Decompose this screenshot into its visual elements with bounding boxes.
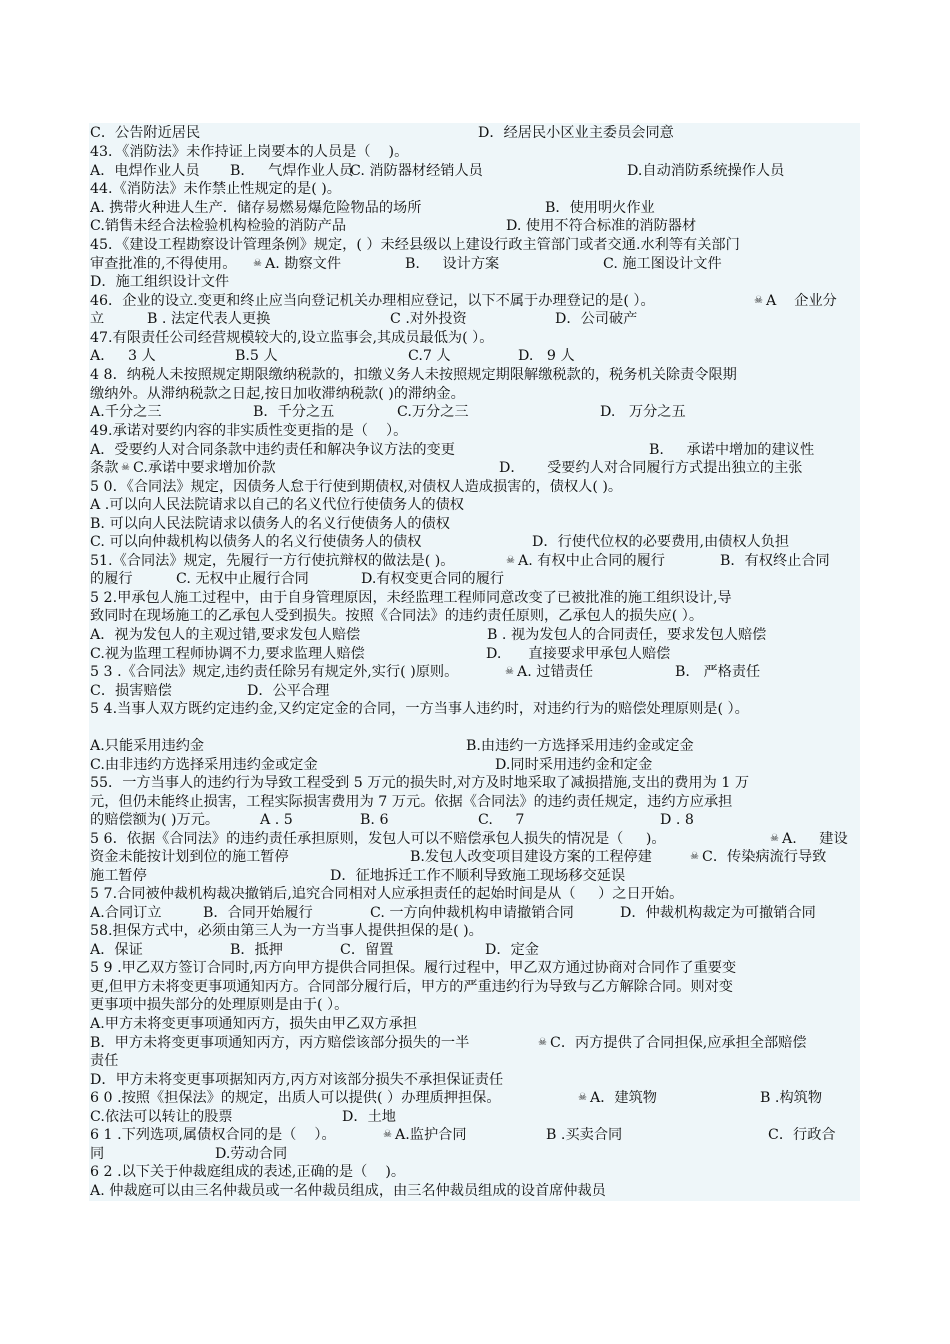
text-segment: B.由违约一方选择采用违约金或定金 bbox=[466, 738, 694, 754]
text-segment: 45．《建设工程勘察设计管理条例》规定，( ）未经县级以上建设行政主管部门或者交通.水利等有关部门 bbox=[90, 237, 740, 253]
text-segment: D．征地拆迁工作不顺利导致施工现场移交延误 bbox=[330, 868, 626, 884]
text-line bbox=[90, 774, 865, 792]
text-segment: C．公告附近居民 bbox=[90, 125, 201, 141]
text-line bbox=[90, 1034, 865, 1052]
text-line bbox=[90, 236, 865, 254]
text-line bbox=[90, 589, 865, 607]
text-segment: A. 建设 bbox=[782, 831, 848, 847]
text-segment: C. 可以向仲裁机构以债务人的名义行使债务人的债权 bbox=[90, 534, 422, 550]
text-segment: C.由非违约方选择采用违约金或定金 bbox=[90, 757, 318, 773]
text-segment: 责任 bbox=[90, 1053, 119, 1069]
text-line bbox=[90, 124, 865, 142]
text-segment: A. 仲裁庭可以由三名仲裁员或一名仲裁员组成，由三名仲裁员组成的设首席仲裁员 bbox=[90, 1183, 606, 1199]
text-line bbox=[90, 347, 865, 365]
text-line bbox=[90, 867, 865, 885]
text-segment: B. 设计方案 bbox=[405, 256, 500, 272]
text-segment: D. 9 人 bbox=[518, 348, 575, 364]
bullet-icon: ☠ bbox=[121, 462, 130, 473]
text-line bbox=[90, 199, 865, 217]
text-line bbox=[90, 422, 865, 440]
text-line bbox=[90, 978, 865, 996]
text-line bbox=[90, 719, 865, 737]
text-line bbox=[90, 626, 865, 644]
text-segment: B. 承诺中增加的建议性 bbox=[649, 442, 815, 458]
text-segment: 立 bbox=[90, 311, 105, 327]
text-line bbox=[90, 143, 865, 161]
text-line bbox=[90, 180, 865, 198]
text-segment: A．视为发包人的主观过错,要求发包人赔偿 bbox=[90, 627, 361, 643]
text-segment: D.劳动合同 bbox=[215, 1146, 288, 1162]
text-segment: B．抵押 bbox=[230, 942, 283, 958]
text-segment: C．传染病流行导致 bbox=[702, 849, 827, 865]
text-segment: D. 使用不符合标准的消防器材 bbox=[506, 218, 697, 234]
text-segment: 55．一方当事人的违约行为导致工程受到 5 万元的损失时,对方及时地采取了减损措施,支出的费用为 1 万 bbox=[90, 775, 750, 791]
text-line bbox=[90, 273, 865, 291]
text-segment: B.发包人改变项目建设方案的工程停建 bbox=[410, 849, 657, 865]
text-segment: 缴纳外。从滞纳税款之日起,按日加收滞纳税款( )的滞纳金。 bbox=[90, 386, 465, 402]
text-segment: 6 2 .以下关于仲裁庭组成的表述,正确的是（ )。 bbox=[90, 1164, 406, 1180]
text-segment: A. 勘察文件 bbox=[265, 256, 342, 272]
text-segment: D． 受要约人对合同履行方式提出独立的主张 bbox=[499, 460, 803, 476]
text-segment: 47.有限责任公司经营规模较大的,设立监事会,其成员最低为( ）。 bbox=[90, 330, 494, 346]
text-line bbox=[90, 645, 865, 663]
text-segment: C．留置 bbox=[340, 942, 394, 958]
text-segment: B． 气焊作业人员 bbox=[230, 163, 354, 179]
text-line bbox=[90, 700, 865, 718]
text-line bbox=[90, 403, 865, 421]
text-segment: C．损害赔偿 bbox=[90, 683, 172, 699]
text-segment: D.自动消防系统操作人员 bbox=[627, 163, 785, 179]
text-segment: B．千分之五 bbox=[253, 404, 335, 420]
text-segment: 的履行 bbox=[90, 571, 133, 587]
bullet-icon: ☠ bbox=[253, 258, 262, 269]
text-line bbox=[90, 162, 865, 180]
text-segment: A. 携带火种进人生产．储存易燃易爆危险物品的场所 bbox=[90, 200, 422, 216]
text-line bbox=[90, 1108, 865, 1126]
text-segment: 同 bbox=[90, 1146, 105, 1162]
text-line bbox=[90, 1145, 865, 1163]
text-segment: A.千分之三 bbox=[90, 404, 162, 420]
bullet-icon: ☠ bbox=[754, 295, 763, 306]
bullet-icon: ☠ bbox=[690, 851, 699, 862]
text-line bbox=[90, 682, 865, 700]
text-line bbox=[90, 1052, 865, 1070]
text-segment: C．丙方提供了合同担保,应承担全部赔偿 bbox=[550, 1035, 807, 1051]
text-segment: D．施工组织设计文件 bbox=[90, 274, 230, 290]
text-line bbox=[90, 552, 865, 570]
text-segment: D．公平合理 bbox=[247, 683, 330, 699]
text-line bbox=[90, 941, 865, 959]
text-segment: B.5 人 bbox=[235, 348, 278, 364]
text-line bbox=[90, 1182, 865, 1200]
text-segment: A 企业分 bbox=[766, 293, 837, 309]
text-segment: C. 7 bbox=[478, 812, 525, 828]
text-segment: A. 有权中止合同的履行 bbox=[518, 553, 665, 569]
text-segment: A. 过错责任 bbox=[517, 664, 594, 680]
text-segment: C.7 人 bbox=[408, 348, 451, 364]
text-segment: 5 7.合同被仲裁机构裁决撤销后,追究合同相对人应承担责任的起始时间是从（ ）之日开始。 bbox=[90, 886, 684, 902]
text-segment: B．使用明火作业 bbox=[545, 200, 655, 216]
text-segment: A．电焊作业人员 bbox=[90, 163, 200, 179]
text-segment: A.监护合同 bbox=[395, 1127, 467, 1143]
text-segment: D．经居民小区业主委员会同意 bbox=[478, 125, 674, 141]
bullet-icon: ☠ bbox=[770, 833, 779, 844]
text-segment: 4 8．纳税人未按照规定期限缴纳税款的，扣缴义务人未按照规定期限解缴税款的，税务机关除责令限期 bbox=[90, 367, 737, 383]
text-line bbox=[90, 441, 865, 459]
text-segment: 更,但甲方未将变更事项通知丙方。合同部分履行后，甲方的严重违约行为导致与乙方解除合同。则对变 bbox=[90, 979, 733, 995]
text-line bbox=[90, 478, 865, 496]
text-segment: 5 4.当事人双方既约定违约金,又约定定金的合同，一方当事人违约时，对违约行为的赔偿处理原则是( ）。 bbox=[90, 701, 749, 717]
text-segment: 5 3 .《合同法》规定,违约责任除另有规定外,实行( )原则。 bbox=[90, 664, 463, 680]
text-segment: 施工暂停 bbox=[90, 868, 147, 884]
text-line bbox=[90, 366, 865, 384]
text-line bbox=[90, 959, 865, 977]
text-line bbox=[90, 756, 865, 774]
text-line bbox=[90, 1071, 865, 1089]
text-segment: D.同时采用违约金和定金 bbox=[495, 757, 653, 773]
text-segment: A.只能采用违约金 bbox=[90, 738, 205, 754]
text-segment: 43．《消防法》未作持证上岗要本的人员是（ )。 bbox=[90, 144, 409, 160]
text-line bbox=[90, 663, 865, 681]
text-segment: C.万分之三 bbox=[397, 404, 469, 420]
text-line bbox=[90, 922, 865, 940]
text-line bbox=[90, 1089, 865, 1107]
text-line bbox=[90, 793, 865, 811]
text-segment: 5 9 .甲乙双方签订合同时,丙方向甲方提供合同担保。履行过程中，甲乙双方通过协商对合同作了重要变 bbox=[90, 960, 737, 976]
text-segment: 49.承诺对要约内容的非实质性变更指的是（ ）。 bbox=[90, 423, 408, 439]
text-segment: C.承诺中要求增加价款 bbox=[133, 460, 276, 476]
text-segment: D. 直接要求甲承包人赔偿 bbox=[486, 646, 671, 662]
text-segment: 51.《合同法》规定，先履行一方行使抗辩权的做法是( )。 bbox=[90, 553, 459, 569]
text-segment: D. 万分之五 bbox=[600, 404, 686, 420]
text-line bbox=[90, 292, 865, 310]
text-segment: 6 1 .下列选项,属债权合同的是（ ）。 bbox=[90, 1127, 345, 1143]
text-line bbox=[90, 1126, 865, 1144]
text-line bbox=[90, 830, 865, 848]
text-segment: 46．企业的设立.变更和终止应当向登记机关办理相应登记，以下不属于办理登记的是( ）。 bbox=[90, 293, 655, 309]
text-line bbox=[90, 811, 865, 829]
text-segment: C.视为监理工程师协调不力,要求监理人赔偿 bbox=[90, 646, 365, 662]
text-segment: D．行使代位权的必要费用,由债权人负担 bbox=[532, 534, 790, 550]
text-segment: B. 可以向人民法院请求以债务人的名义行使债务人的债权 bbox=[90, 516, 450, 532]
text-segment: C.依法可以转让的股票 bbox=[90, 1109, 233, 1125]
text-segment: D．仲裁机构裁定为可撤销合同 bbox=[620, 905, 816, 921]
text-line bbox=[90, 515, 865, 533]
text-segment: B .买卖合同 bbox=[546, 1127, 623, 1143]
text-segment: B. 严格责任 bbox=[675, 664, 761, 680]
text-line bbox=[90, 310, 865, 328]
text-segment: B . 法定代表人更换 bbox=[147, 311, 271, 327]
text-segment: A . 5 bbox=[260, 812, 293, 828]
text-segment: 58.担保方式中，必须由第三人为一方当事人提供担保的是( )。 bbox=[90, 923, 483, 939]
text-segment: C.销售未经合法检验机构检验的消防产品 bbox=[90, 218, 347, 234]
text-segment: A．保证 bbox=[90, 942, 143, 958]
text-segment: 条款 bbox=[90, 460, 123, 476]
text-segment: 5 6．依据《合同法》的违约责任承担原则，发包人可以不赔偿承包人损失的情况是（ )。 bbox=[90, 831, 671, 847]
text-line bbox=[90, 570, 865, 588]
text-line bbox=[90, 459, 865, 477]
text-segment: D．土地 bbox=[342, 1109, 396, 1125]
text-segment: B. 6 bbox=[360, 812, 389, 828]
text-segment: C．行政合 bbox=[768, 1127, 836, 1143]
text-segment: 更事项中损失部分的处理原则是由于( ）。 bbox=[90, 997, 349, 1013]
text-segment: D．甲方未将变更事项据知丙方,丙方对该部分损失不承担保证责任 bbox=[90, 1072, 504, 1088]
text-segment: A.合同订立 bbox=[90, 905, 162, 921]
text-segment: B．有权终止合同 bbox=[720, 553, 830, 569]
text-segment: B．合同开始履行 bbox=[203, 905, 313, 921]
text-line bbox=[90, 848, 865, 866]
bullet-icon: ☠ bbox=[506, 555, 515, 566]
text-segment: 44.《消防法》未作禁止性规定的是( )。 bbox=[90, 181, 341, 197]
text-segment: 5 0．《合同法》规定，因债务人怠于行使到期债权,对债权人造成损害的，债权人( )。 bbox=[90, 479, 623, 495]
text-segment: C .对外投资 bbox=[390, 311, 467, 327]
bullet-icon: ☠ bbox=[505, 666, 514, 677]
text-segment: A．建筑物 bbox=[590, 1090, 657, 1106]
text-segment: D．公司破产 bbox=[555, 311, 638, 327]
text-line bbox=[90, 885, 865, 903]
text-line bbox=[90, 385, 865, 403]
text-segment: C. 无权中止履行合同 bbox=[176, 571, 309, 587]
text-segment: D . 8 bbox=[660, 812, 694, 828]
text-segment: C. 消防器材经销人员 bbox=[350, 163, 483, 179]
bullet-icon: ☠ bbox=[538, 1037, 547, 1048]
text-segment: B .构筑物 bbox=[760, 1090, 823, 1106]
text-line bbox=[90, 329, 865, 347]
text-segment: 资金未能按计划到位的施工暂停 bbox=[90, 849, 289, 865]
text-line bbox=[90, 217, 865, 235]
text-line bbox=[90, 255, 865, 273]
bullet-icon: ☠ bbox=[578, 1092, 587, 1103]
text-segment: 6 0 .按照《担保法》的规定，出质人可以提供( ）办理质押担保。 bbox=[90, 1090, 510, 1106]
text-line bbox=[90, 1163, 865, 1181]
text-line bbox=[90, 533, 865, 551]
text-segment: B．甲方未将变更事项通知丙方，丙方赔偿该部分损失的一半 bbox=[90, 1035, 474, 1051]
text-segment: D.有权变更合同的履行 bbox=[361, 571, 505, 587]
text-segment: C. 施工图设计文件 bbox=[603, 256, 722, 272]
bullet-icon: ☠ bbox=[383, 1129, 392, 1140]
text-segment: C. 一方向仲裁机构申请撤销合同 bbox=[370, 905, 574, 921]
text-line bbox=[90, 1015, 865, 1033]
text-segment: 的赔偿额为( )万元。 bbox=[90, 812, 220, 828]
text-segment: A.甲方未将变更事项通知丙方，损失由甲乙双方承担 bbox=[90, 1016, 417, 1032]
text-line bbox=[90, 496, 865, 514]
text-segment: 5 2.甲承包人施工过程中，由于自身管理原因，未经监理工程师同意改变了已被批准的施工组织设计,导 bbox=[90, 590, 732, 606]
text-segment: A .可以向人民法院请求以自己的名义代位行使债务人的债权 bbox=[90, 497, 464, 513]
text-segment: A．受要约人对合同条款中违约责任和解决争议方法的变更 bbox=[90, 442, 455, 458]
text-segment: 致同时在现场施工的乙承包人受到损失。按照《合同法》的违约责任原则，乙承包人的损失应( ）。 bbox=[90, 608, 704, 624]
text-line bbox=[90, 607, 865, 625]
text-segment: 元，但仍未能终止损害，工程实际损害费用为 7 万元。依据《合同法》的违约责任规定，违约方应承担 bbox=[90, 794, 733, 810]
text-segment: B . 视为发包人的合同责任，要求发包人赔偿 bbox=[487, 627, 767, 643]
text-segment: A． 3 人 bbox=[90, 348, 156, 364]
text-line bbox=[90, 996, 865, 1014]
text-line bbox=[90, 904, 865, 922]
text-line bbox=[90, 737, 865, 755]
text-segment: 审查批准的,不得使用。 bbox=[90, 256, 241, 272]
text-segment: D．定金 bbox=[485, 942, 539, 958]
